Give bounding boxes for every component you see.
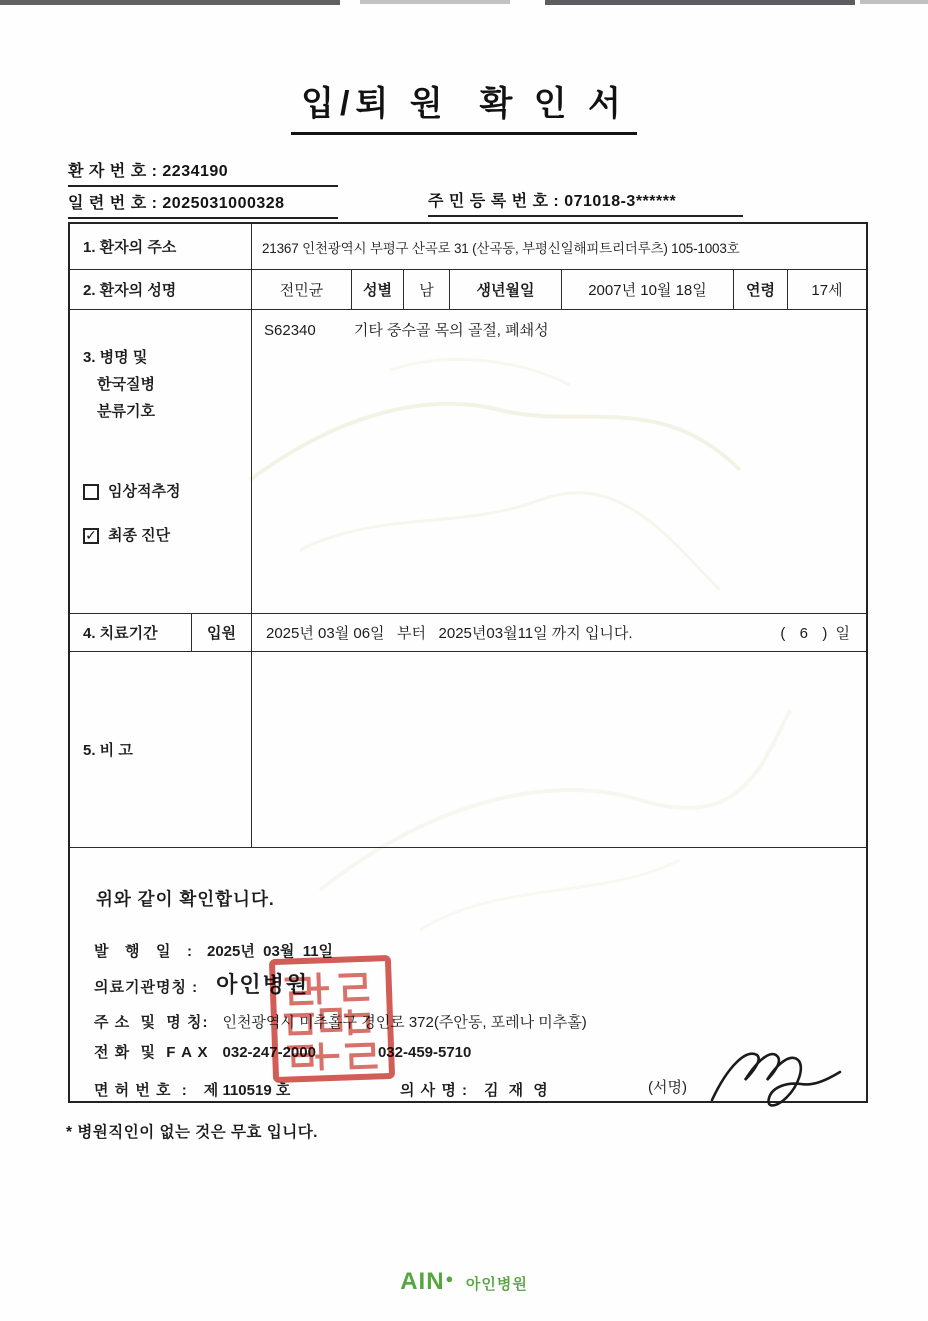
- clinical-estimate-checkbox-item: [83, 478, 180, 505]
- resident-number-label: 주 민 등 록 번 호 :: [428, 193, 560, 210]
- diagnosis-label-line3: 분류기호: [97, 403, 155, 420]
- admission-sublabel: 입원: [192, 614, 252, 651]
- table-row-address: [70, 224, 866, 270]
- table-row-treatment-period: [70, 614, 866, 652]
- hospital-logo: [0, 1268, 928, 1296]
- address-row-label: 1. 환자의 주소: [70, 224, 252, 269]
- table-row-remarks: [70, 652, 866, 848]
- serial-number-value: 2025031000328: [162, 195, 285, 212]
- gender-label: 성별: [352, 270, 404, 309]
- logo-dot-icon: ●: [445, 1270, 454, 1286]
- issuer-section: [70, 848, 866, 1101]
- treatment-period-content: [252, 614, 866, 651]
- resident-registration-number-line: [428, 188, 743, 217]
- gender-value: 남: [404, 270, 450, 309]
- patient-name-value: 전민균: [252, 270, 352, 309]
- institution-address-label: 주 소 및 명 칭:: [94, 1014, 209, 1031]
- final-diagnosis-label: 최종 진단: [108, 527, 171, 544]
- phone-value: 032-247-2000: [222, 1044, 316, 1061]
- license-number-value: 제 110519 호: [202, 1079, 297, 1103]
- serial-number-label: 일 련 번 호 :: [68, 195, 158, 212]
- patient-number-line: [68, 158, 338, 187]
- doctor-name-line: [400, 1079, 561, 1103]
- table-row-name: [70, 270, 866, 310]
- hospital-seal-stamp-icon: [268, 954, 396, 1084]
- doctor-signature-icon: [708, 1036, 858, 1116]
- document-title-text: 입/퇴 원 확 인 서: [291, 76, 637, 135]
- phone-fax-label: 전 화 및 F A X: [94, 1044, 209, 1061]
- diagnosis-label-line2: 한국질병: [97, 376, 155, 393]
- patient-address-value: 21367 인천광역시 부평구 산곡로 31 (산곡동, 부평신일해피트리더루츠) 105-1003호: [262, 240, 740, 256]
- confirmation-table: [68, 222, 868, 1103]
- clinical-estimate-label: 임상적추정: [108, 483, 181, 500]
- birthdate-value: 2007년 10월 18일: [562, 270, 734, 309]
- scan-artifact-segment: [0, 0, 340, 5]
- confirmation-statement: 위와 같이 확인합니다.: [96, 889, 275, 909]
- diagnosis-code: S62340: [264, 322, 316, 339]
- name-row-label: 2. 환자의 성명: [70, 270, 252, 309]
- patient-number-label: 환 자 번 호 :: [68, 163, 158, 180]
- license-number-label: 면 허 번 호 :: [94, 1082, 188, 1099]
- clinical-estimate-checkbox[interactable]: [83, 484, 99, 500]
- age-label: 연령: [734, 270, 788, 309]
- signature-label: (서명): [648, 1079, 687, 1096]
- diagnosis-row-label: [70, 310, 252, 613]
- treatment-days-value: ( 6 ) 일: [780, 625, 852, 642]
- doctor-name-label: 의 사 명 :: [400, 1082, 468, 1099]
- birthdate-label: 생년월일: [450, 270, 562, 309]
- document-title: [0, 76, 928, 135]
- resident-number-value: 071018-3******: [564, 193, 677, 210]
- institution-name: 아인병원: [216, 972, 310, 997]
- diagnosis-label-line1: 3. 병명 및: [83, 349, 148, 366]
- institution-address-value: 인천광역시 미추홀구 경인로 372(주안동, 포레나 미추홀): [222, 1014, 587, 1031]
- serial-number-line: [68, 190, 338, 219]
- issue-date-value: 2025년 03월 11일: [206, 943, 334, 960]
- doctor-name-value: 김 재 영: [482, 1079, 561, 1103]
- treatment-period-value: 2025년 03월 06일 부터 2025년03월11일 까지 입니다.: [266, 625, 633, 642]
- patient-number-value: 2234190: [162, 163, 229, 180]
- diagnosis-content: [252, 310, 866, 613]
- license-number-line: [94, 1079, 296, 1103]
- scan-artifact-segment: [545, 0, 855, 5]
- remarks-row-label: 5. 비 고: [70, 652, 252, 847]
- final-diagnosis-checkbox-item: [83, 522, 170, 549]
- scan-artifact-segment: [360, 0, 510, 4]
- fax-value: 032-459-5710: [377, 1044, 472, 1061]
- no-seal-invalid-note: * 병원직인이 없는 것은 무효 입니다.: [66, 1124, 318, 1141]
- table-row-diagnosis: [70, 310, 866, 614]
- final-diagnosis-checkbox[interactable]: ✓: [83, 528, 99, 544]
- institution-label: 의료기관명칭 :: [94, 979, 199, 996]
- age-value: 17세: [811, 282, 843, 299]
- diagnosis-text: 기타 중수골 목의 골절, 폐쇄성: [353, 322, 549, 339]
- issue-date-label: 발 행 일 :: [94, 943, 193, 960]
- treatment-period-label: 4. 치료기간: [70, 614, 192, 651]
- scan-artifact-segment: [860, 0, 928, 4]
- logo-ain-text: AIN: [400, 1268, 445, 1295]
- remarks-content: [252, 652, 866, 847]
- scan-artifact-top: [0, 0, 928, 7]
- logo-hospital-name: 아인병원: [465, 1276, 528, 1293]
